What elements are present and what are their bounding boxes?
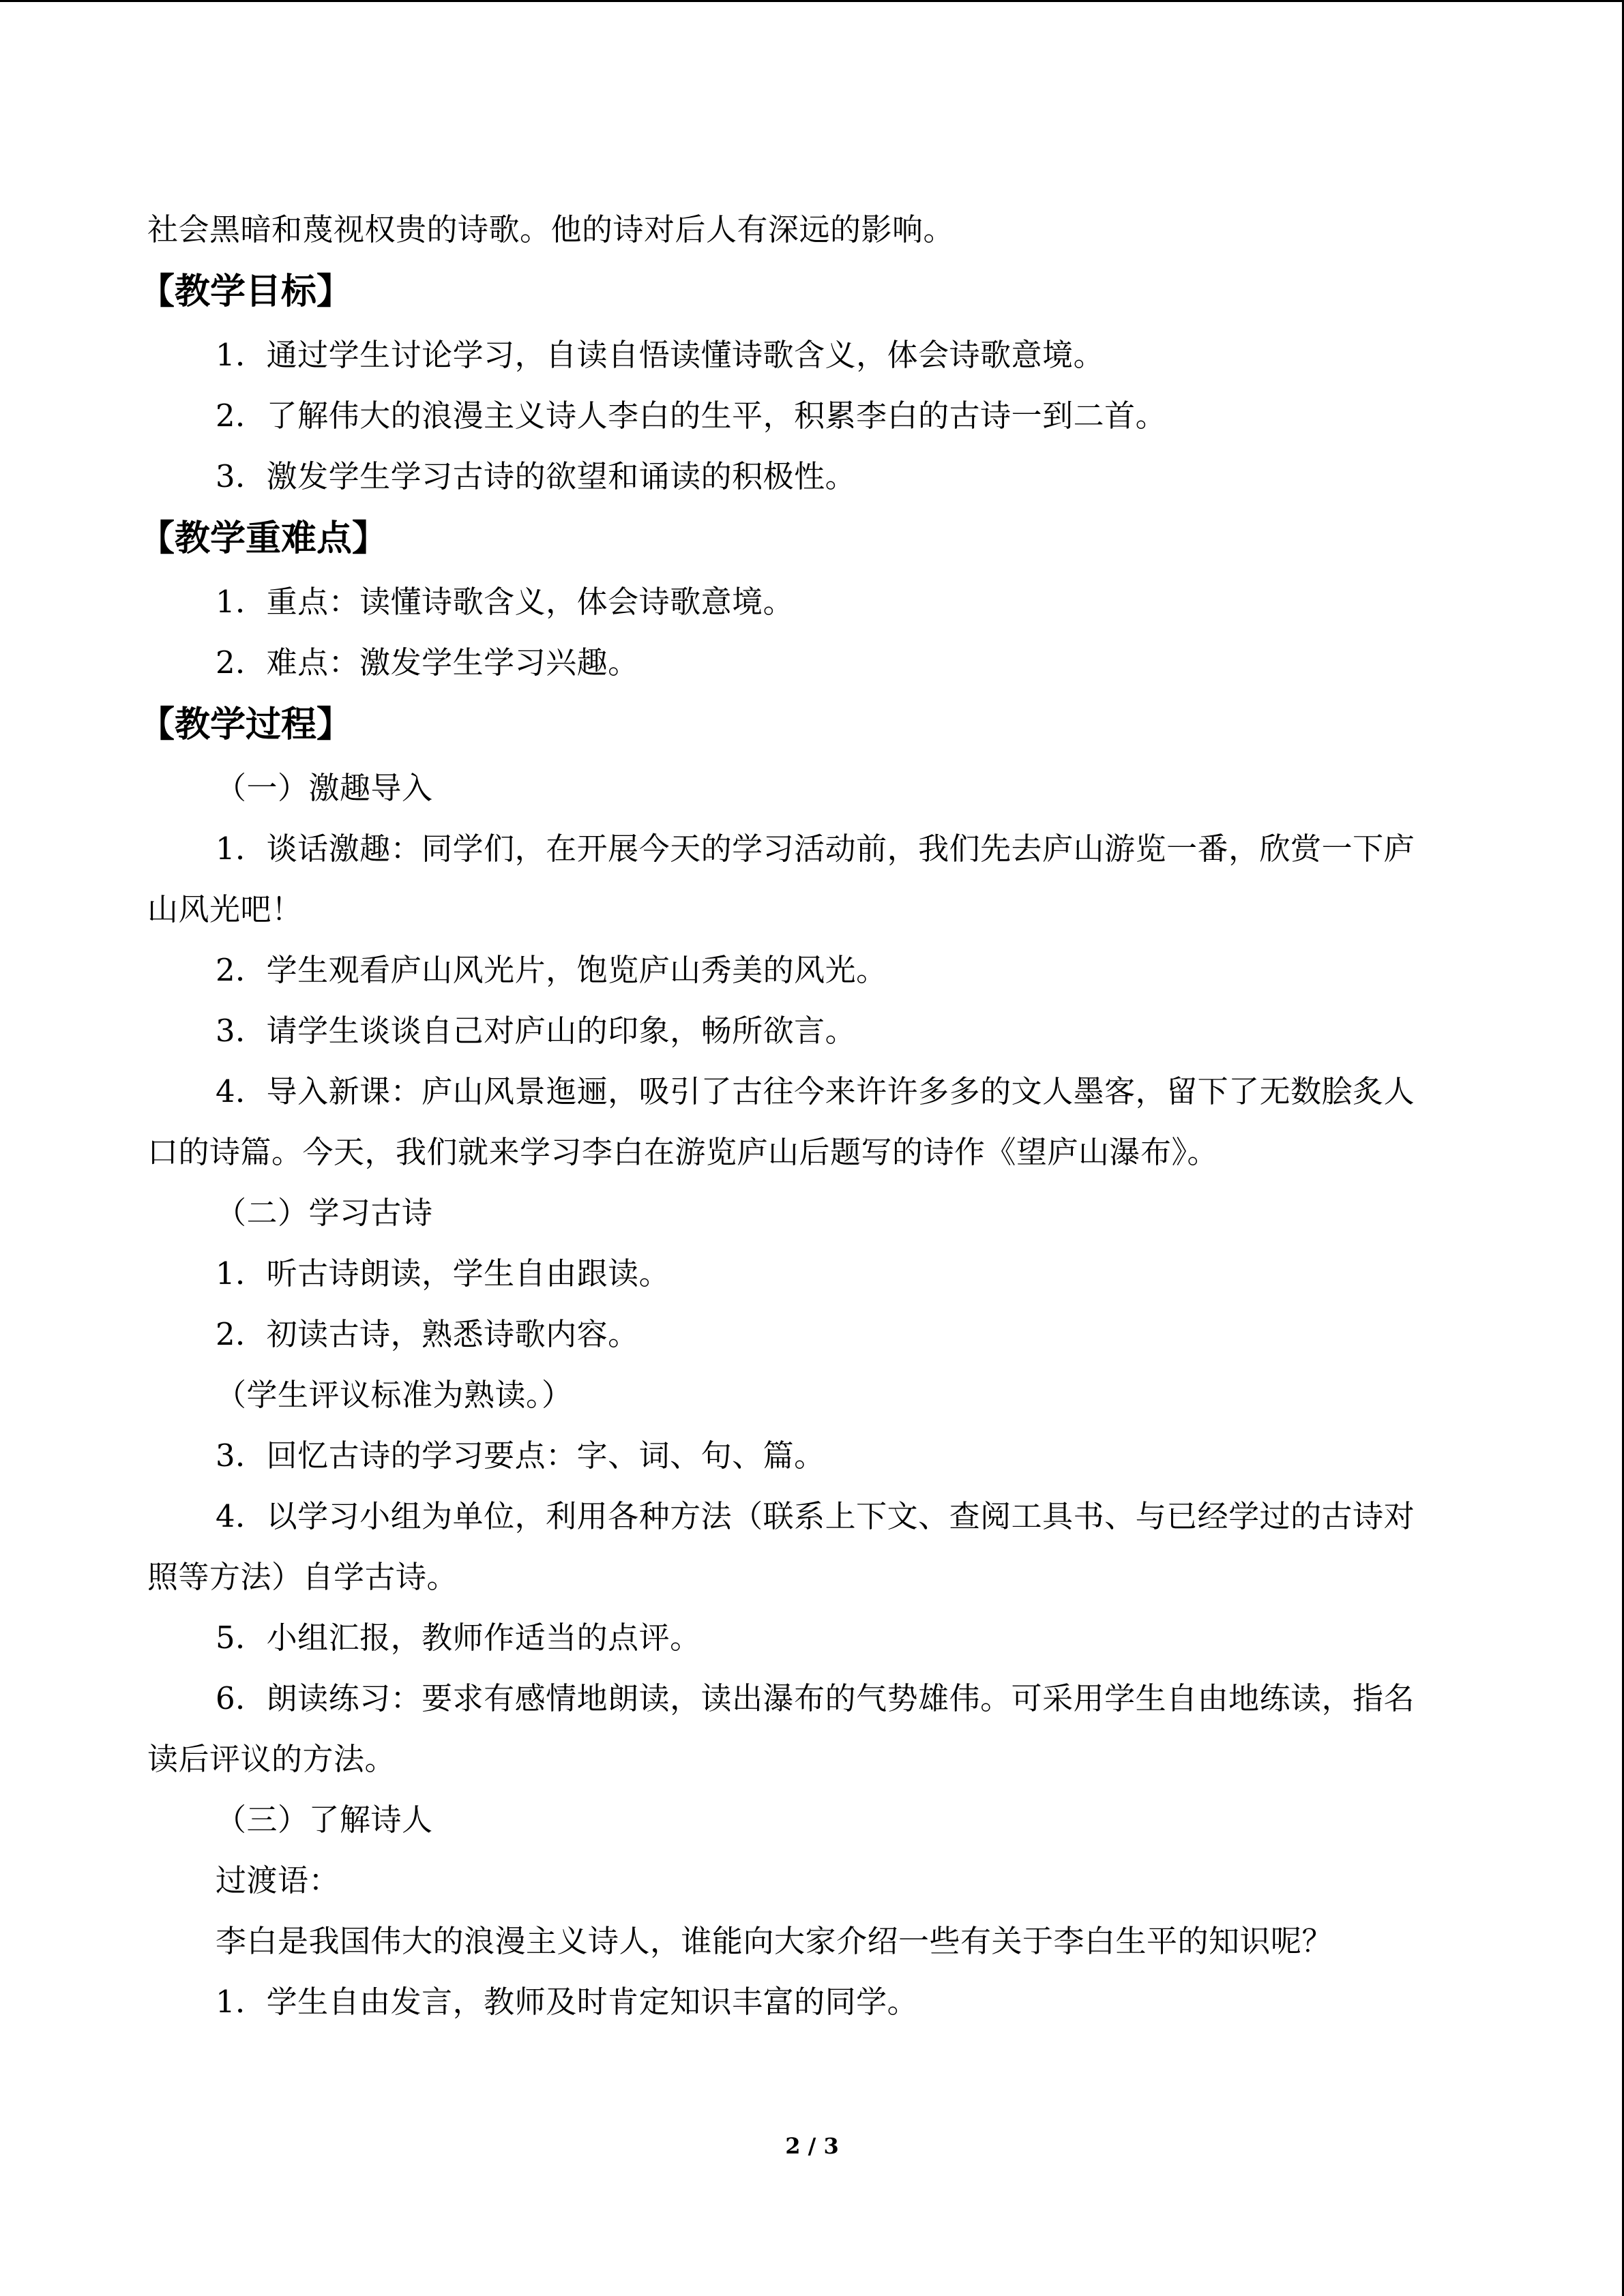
section3-item1: 1．学生自由发言，教师及时肯定知识丰富的同学。 (216, 1984, 919, 2020)
section3-title: （三）了解诗人 (216, 1802, 433, 1838)
section1-item4-line1: 4．导入新课：庐山风景迤逦，吸引了古往今来许许多多的文人墨客，留下了无数脍炙人 (216, 1073, 1415, 1109)
section1-item3: 3．请学生谈谈自己对庐山的印象，畅所欲言。 (216, 1013, 857, 1049)
section2-item4-line2: 照等方法）自学古诗。 (147, 1559, 458, 1595)
section2-item6-line1: 6．朗读练习：要求有感情地朗读，读出瀑布的气势雄伟。可采用学生自由地练读，指名 (216, 1680, 1415, 1716)
section2-item2: 2．初读古诗，熟悉诗歌内容。 (216, 1316, 639, 1352)
section1-item1-line1: 1．谈话激趣：同学们，在开展今天的学习活动前，我们先去庐山游览一番，欣赏一下庐 (216, 831, 1415, 867)
process-heading: 【教学过程】 (139, 704, 353, 745)
section2-item4-line1: 4．以学习小组为单位，利用各种方法（联系上下文、查阅工具书、与已经学过的古诗对 (216, 1498, 1415, 1534)
section1-item1-line2: 山风光吧！ (147, 891, 303, 927)
section3-transition-text: 李白是我国伟大的浪漫主义诗人，谁能向大家介绍一些有关于李白生平的知识呢？ (216, 1923, 1333, 1959)
section1-item2: 2．学生观看庐山风光片，饱览庐山秀美的风光。 (216, 952, 887, 988)
section2-item3: 3．回忆古诗的学习要点：字、词、句、篇。 (216, 1437, 825, 1474)
goal-item-2: 2．了解伟大的浪漫主义诗人李白的生平，积累李白的古诗一到二首。 (216, 398, 1167, 434)
goals-heading: 【教学目标】 (139, 271, 353, 312)
page-top-border (0, 0, 1624, 2)
goal-item-1: 1．通过学生讨论学习，自读自悟读懂诗歌含义，体会诗歌意境。 (216, 337, 1105, 373)
section1-title: （一）激趣导入 (216, 770, 433, 806)
section2-item6-line2: 读后评议的方法。 (147, 1741, 396, 1777)
intro-tail: 社会黑暗和蔑视权贵的诗歌。他的诗对后人有深远的影响。 (147, 211, 955, 248)
section3-transition-label: 过渡语： (216, 1862, 340, 1898)
document-body (139, 199, 1477, 2032)
section2-item1: 1．听古诗朗读，学生自由跟读。 (216, 1255, 670, 1292)
page-number: 2 / 3 (785, 2133, 839, 2159)
goal-item-3: 3．激发学生学习古诗的欲望和诵读的积极性。 (216, 458, 857, 494)
key-point-item-1: 1．重点：读懂诗歌含义，体会诗歌意境。 (216, 584, 795, 620)
key-points-heading: 【教学重难点】 (139, 518, 388, 559)
section2-item5: 5．小组汇报，教师作适当的点评。 (216, 1620, 701, 1656)
section1-item4-line2: 口的诗篇。今天，我们就来学习李白在游览庐山后题写的诗作《望庐山瀑布》。 (147, 1134, 1219, 1170)
section2-note: （学生评议标准为熟读。） (216, 1377, 573, 1413)
section2-title: （二）学习古诗 (216, 1195, 433, 1231)
key-point-item-2: 2．难点：激发学生学习兴趣。 (216, 644, 639, 681)
